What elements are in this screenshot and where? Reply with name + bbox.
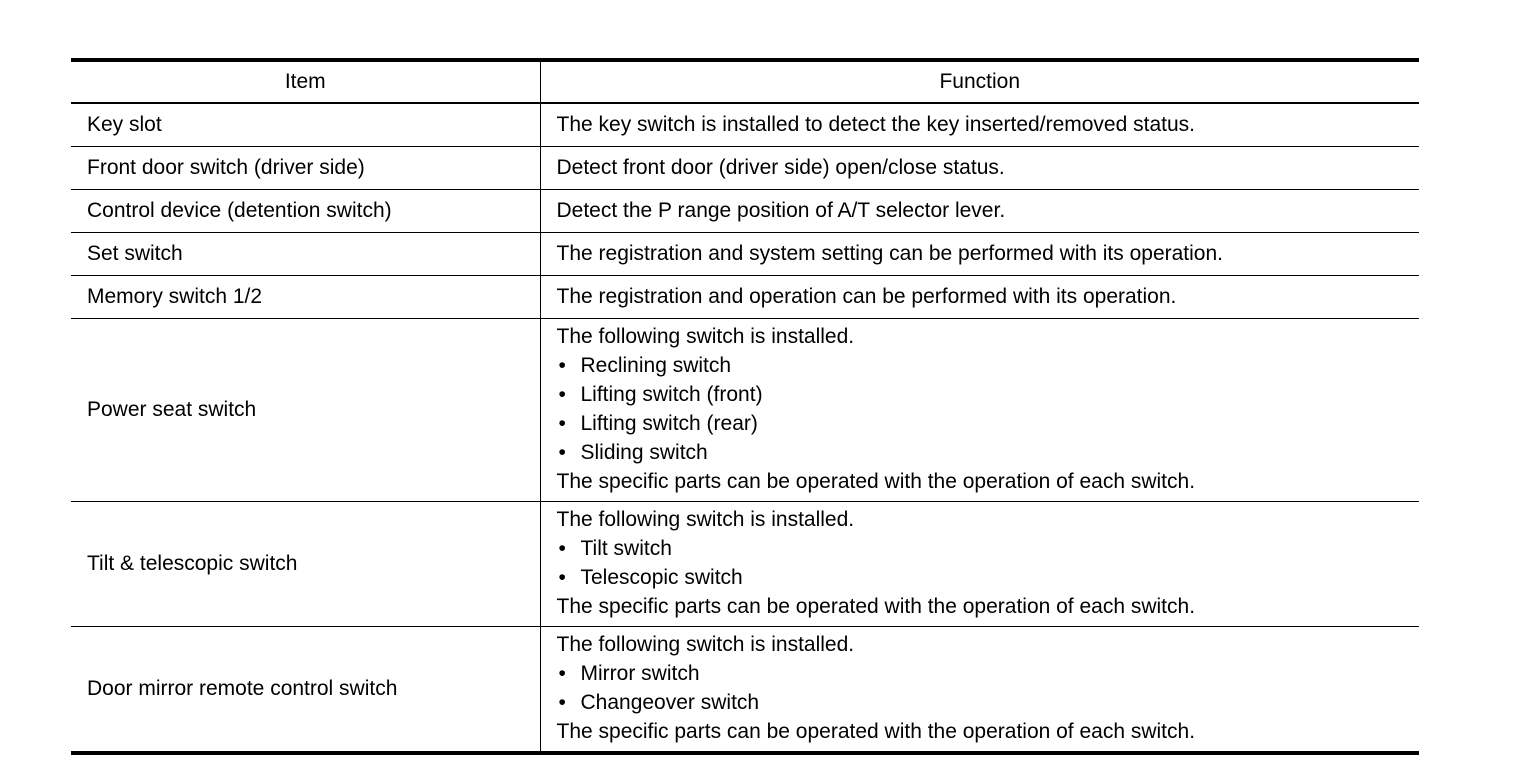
function-outro: The specific parts can be operated with the operation of each switch. — [556, 469, 1196, 493]
list-item — [557, 438, 1420, 467]
switch-list — [557, 659, 1420, 717]
item-cell: Door mirror remote control switch — [71, 626, 540, 753]
function-cell: Detect front door (driver side) open/close status. — [540, 146, 1419, 189]
bullet-icon: • — [558, 382, 566, 406]
bullet-icon: • — [558, 536, 566, 560]
function-cell: The registration and system setting can be performed with its operation. — [540, 232, 1419, 275]
item-cell: Power seat switch — [71, 318, 540, 501]
switch-list — [557, 351, 1420, 467]
bullet-icon: • — [558, 690, 566, 714]
item-cell: Front door switch (driver side) — [71, 146, 540, 189]
list-item-label: Tilt switch — [580, 536, 672, 560]
item-cell: Set switch — [71, 232, 540, 275]
table-row — [71, 189, 1419, 232]
item-cell: Control device (detention switch) — [71, 189, 540, 232]
item-cell: Memory switch 1/2 — [71, 275, 540, 318]
list-item — [557, 351, 1420, 380]
bullet-icon: • — [558, 353, 566, 377]
column-header-function: Function — [540, 60, 1419, 103]
function-cell: The key switch is installed to detect the key inserted/removed status. — [540, 103, 1419, 146]
function-intro: The following switch is installed. — [556, 632, 855, 656]
switch-list — [557, 534, 1420, 592]
function-cell: The registration and operation can be performed with its operation. — [540, 275, 1419, 318]
item-cell: Key slot — [71, 103, 540, 146]
switch-function-table — [71, 58, 1419, 755]
function-cell — [540, 501, 1419, 626]
list-item — [557, 380, 1420, 409]
column-header-item: Item — [71, 60, 540, 103]
function-intro: The following switch is installed. — [556, 507, 855, 531]
table-row — [71, 626, 1419, 753]
table-header-row — [71, 60, 1419, 103]
list-item-label: Lifting switch (rear) — [580, 411, 758, 435]
table-row — [71, 232, 1419, 275]
list-item-label: Sliding switch — [580, 440, 708, 464]
table-row — [71, 318, 1419, 501]
table-row — [71, 501, 1419, 626]
list-item — [557, 688, 1420, 717]
list-item-label: Mirror switch — [580, 661, 700, 685]
function-outro: The specific parts can be operated with the operation of each switch. — [556, 719, 1196, 743]
bullet-icon: • — [558, 411, 566, 435]
list-item-label: Changeover switch — [580, 690, 760, 714]
bullet-icon: • — [558, 661, 566, 685]
list-item-label: Reclining switch — [580, 353, 732, 377]
function-intro: The following switch is installed. — [556, 324, 855, 348]
bullet-icon: • — [558, 565, 566, 589]
function-cell — [540, 626, 1419, 753]
function-cell: Detect the P range position of A/T selector lever. — [540, 189, 1419, 232]
function-cell — [540, 318, 1419, 501]
bullet-icon: • — [558, 440, 566, 464]
table-row — [71, 146, 1419, 189]
list-item — [557, 563, 1420, 592]
list-item — [557, 409, 1420, 438]
list-item — [557, 534, 1420, 563]
table-row — [71, 103, 1419, 146]
table-row — [71, 275, 1419, 318]
function-outro: The specific parts can be operated with the operation of each switch. — [556, 594, 1196, 618]
list-item-label: Lifting switch (front) — [580, 382, 763, 406]
list-item — [557, 659, 1420, 688]
list-item-label: Telescopic switch — [580, 565, 743, 589]
item-cell: Tilt & telescopic switch — [71, 501, 540, 626]
